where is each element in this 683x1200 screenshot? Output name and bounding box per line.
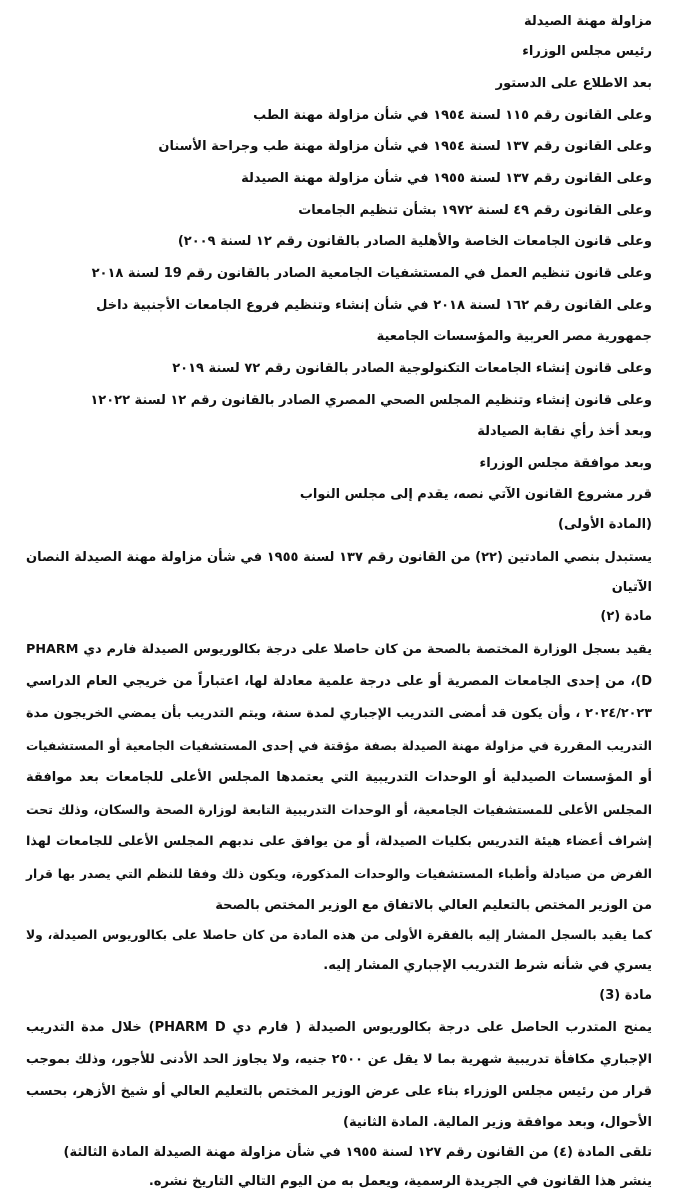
- article-heading: مادة (3): [599, 988, 652, 1003]
- doc-line: وعلى القانون رقم ١٣٧ لسنة ١٩٥٤ في شأن مزاولة مهنة طب وجراحة الأسنان: [158, 139, 652, 154]
- doc-line: التدريب المقررة في مزاولة مهنة الصيدلة بصفة مؤقتة في إحدى المستشفيات الجامعية أو المستشفيات: [26, 739, 652, 753]
- doc-line: وعلى القانون رقم ١٣٧ لسنة ١٩٥٥ في شأن مزاولة مهنة الصيدلة: [241, 171, 652, 186]
- doc-line: يمنح المتدرب الحاصل على درجة بكالوريوس الصيدلة ( فارم دي PHARM D) خلال مدة التدريب: [26, 1020, 652, 1035]
- doc-line: ينشر هذا القانون في الجريدة الرسمية، ويعمل به من اليوم التالي التاريخ نشره.: [148, 1174, 652, 1189]
- doc-line: بعد الاطلاع على الدستور: [495, 76, 652, 91]
- doc-line: الأحوال، وبعد موافقة وزير المالية. المادة الثانية): [343, 1115, 652, 1130]
- article-heading: مادة (٢): [600, 609, 652, 624]
- doc-line: يستبدل بنصي المادتين (٢٢) من القانون رقم ١٣٧ لسنة ١٩٥٥ في شأن مزاولة مهنة الصيدلة النصان: [26, 550, 653, 565]
- doc-line: وعلى القانون رقم ١١٥ لسنة ١٩٥٤ في شأن مزاولة مهنة الطب: [253, 108, 652, 123]
- doc-line: وبعد أخذ رأي نقابة الصيادلة: [477, 424, 652, 439]
- doc-line: إشراف أعضاء هيئة التدريس بكليات الصيدلة، أو من يوافق على ندبهم المجلس الأعلى للجامعات لهذا: [26, 834, 652, 849]
- doc-line: يسري في شأنه شرط التدريب الإجباري المشار إليه.: [323, 958, 652, 973]
- doc-line: ٢٠٢٤/٢٠٢٣ ، وأن يكون قد أمضى التدريب الإجباري لمدة سنة، ويتم التدريب بأن يمضي الخريجون مدة: [26, 706, 652, 721]
- doc-line: رئيس مجلس الوزراء: [522, 44, 652, 59]
- doc-line: وعلى قانون إنشاء الجامعات التكنولوجية الصادر بالقانون رقم ٧٢ لسنة ٢٠١٩: [172, 361, 652, 376]
- doc-line: وعلى قانون إنشاء وتنظيم المجلس الصحي المصري الصادر بالقانون رقم ١٢ لسنة ١٢٠٢٢: [90, 393, 652, 408]
- doc-line: كما يقيد بالسجل المشار إليه بالفقرة الأولى من هذه المادة من كان حاصلا على بكالوريوس الصيدلة، ولا: [26, 928, 652, 942]
- doc-line: الإجباري مكافأة تدريبية شهرية بما لا يقل عن ٢٥٠٠ جنيه، ولا يجاوز الحد الأدنى للأجور، وذلك بموجب: [26, 1052, 652, 1067]
- article-heading: (المادة الأولى): [558, 517, 652, 532]
- doc-line: وعلى القانون رقم ١٦٢ لسنة ٢٠١٨ في شأن إنشاء وتنظيم فروع الجامعات الأجنبية داخل: [96, 298, 652, 313]
- doc-line: أو المؤسسات الصيدلية أو الوحدات التدريبية التي يعتمدها المجلس الأعلى للجامعات بعد موافقة: [26, 770, 652, 785]
- doc-line: وبعد موافقة مجلس الوزراء: [479, 456, 652, 471]
- doc-line: تلقى المادة (٤) من القانون رقم ١٢٧ لسنة ١٩٥٥ في شأن مزاولة مهنة الصيدلة المادة الثالثة): [63, 1145, 652, 1160]
- doc-line: وعلى القانون رقم ٤٩ لسنة ١٩٧٢ بشأن تنظيم الجامعات: [298, 203, 652, 218]
- doc-line: وعلى قانون الجامعات الخاصة والأهلية الصادر بالقانون رقم ١٢ لسنة ٢٠٠٩): [177, 234, 652, 249]
- doc-line: D)، من إحدى الجامعات المصرية أو على درجة علمية معادلة لها، اعتباراً من خريجي العام الدراسي: [26, 674, 652, 689]
- doc-line: يقيد بسجل الوزارة المختصة بالصحة من كان حاصلا على درجة بكالوريوس الصيدلة فارم دي PHARM: [26, 642, 652, 657]
- doc-line: وعلى قانون تنظيم العمل في المستشفيات الجامعية الصادر بالقانون رقم 19 لسنة ٢٠١٨: [91, 266, 652, 281]
- doc-line: المجلس الأعلى للمستشفيات الجامعية، أو الوحدات التدريبية التابعة لوزارة الصحة والسكان، وذلك تحت: [26, 802, 652, 817]
- doc-line: جمهورية مصر العربية والمؤسسات الجامعية: [376, 329, 652, 344]
- doc-line: الفرض من صيادلة وأطباء المستشفيات والوحدات المذكورة، ويكون ذلك وفقا للنظم التي يصدر بها قرار: [26, 867, 652, 881]
- doc-line: الآتيان: [611, 580, 652, 595]
- doc-line: قرر مشروع القانون الآتي نصه، يقدم إلى مجلس النواب: [299, 487, 652, 502]
- doc-line: من الوزير المختص بالتعليم العالي بالاتفاق مع الوزير المختص بالصحة: [215, 898, 652, 913]
- doc-line: قرار من رئيس مجلس الوزراء بناء على عرض الوزير المختص بالتعليم العالي أو شيخ الأزهر، بحسب: [26, 1084, 652, 1099]
- doc-line: مزاولة مهنة الصيدلة: [523, 14, 652, 29]
